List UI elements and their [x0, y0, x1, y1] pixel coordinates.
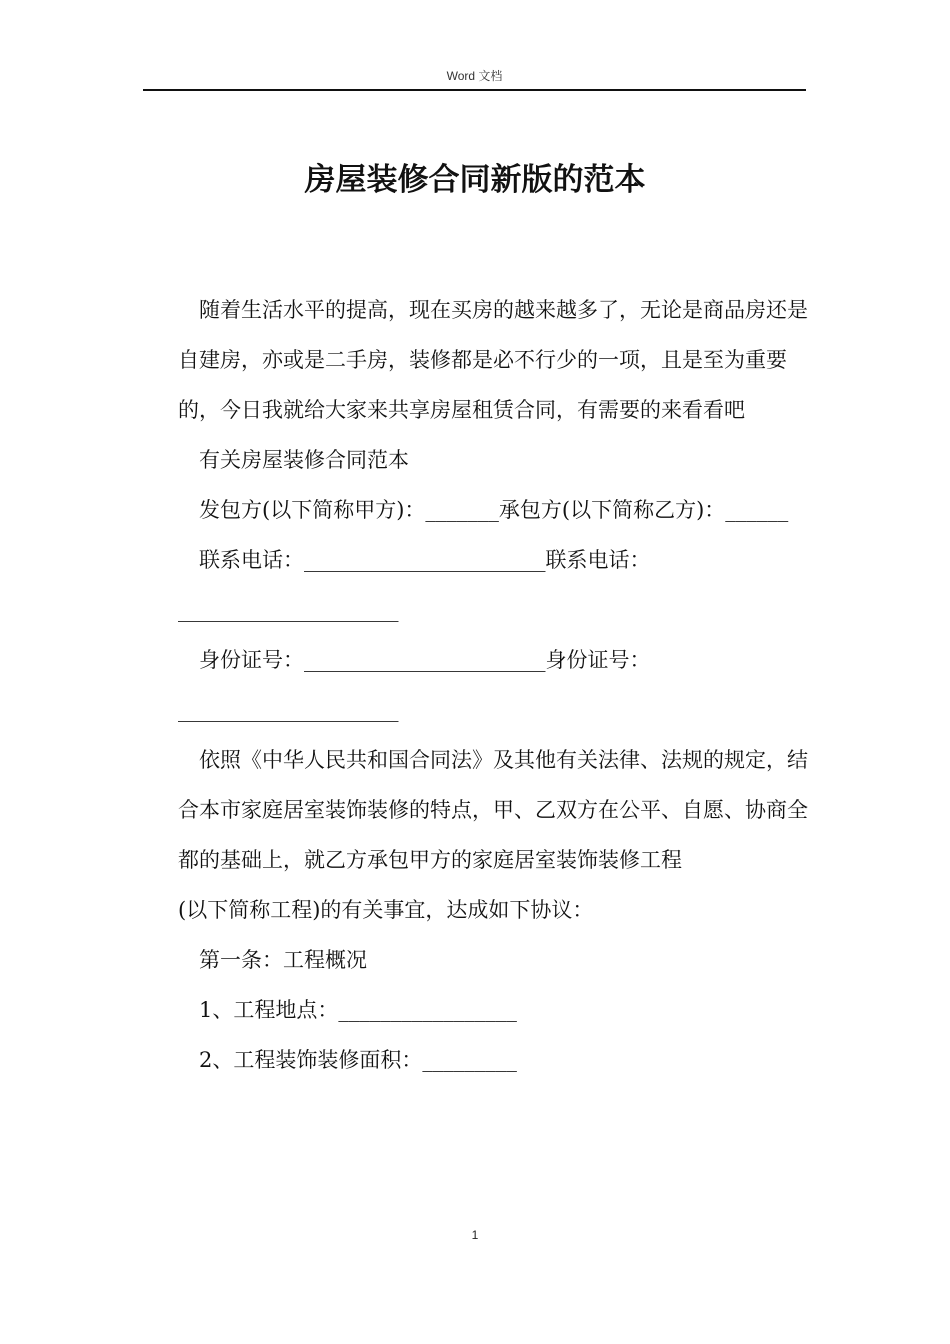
parties-line: 发包方(以下简称甲方)：_______承包方(以下简称乙方)：______	[199, 498, 789, 522]
legal-basis-paragraph: 依照《中华人民共和国合同法》及其他有关法律、法规的规定，结合本市家庭居室装饰装修的特点，甲、乙双方在公平、自愿、协商全都的基础上，就乙方承包甲方的家庭居室装饰装修工程	[178, 748, 808, 872]
page-number: 1	[471, 1228, 479, 1242]
page-footer	[0, 1228, 950, 1242]
project-location-line: 1、工程地点：_________________	[199, 998, 517, 1022]
document-title: 房屋装修合同新版的范本	[304, 162, 646, 198]
page-header	[143, 64, 806, 91]
id-number-line: 身份证号：_______________________身份证号：_____________________	[178, 648, 651, 722]
article-one-heading: 第一条：工程概况	[199, 948, 367, 972]
phone-line: 联系电话：_______________________联系电话：_____________________	[178, 548, 651, 622]
project-area-line: 2、工程装饰装修面积：_________	[199, 1048, 517, 1072]
header-label: Word 文档	[446, 69, 503, 83]
contract-heading: 有关房屋装修合同范本	[199, 448, 409, 472]
agreement-paragraph: (以下简称工程)的有关事宜，达成如下协议：	[178, 898, 594, 922]
intro-paragraph: 随着生活水平的提高，现在买房的越来越多了，无论是商品房还是自建房，亦或是二手房，装修都是必不行少的一项，且是至为重要的，今日我就给大家来共享房屋租赁合同，有需要的来看看吧	[178, 298, 808, 422]
document-body	[178, 285, 828, 1085]
